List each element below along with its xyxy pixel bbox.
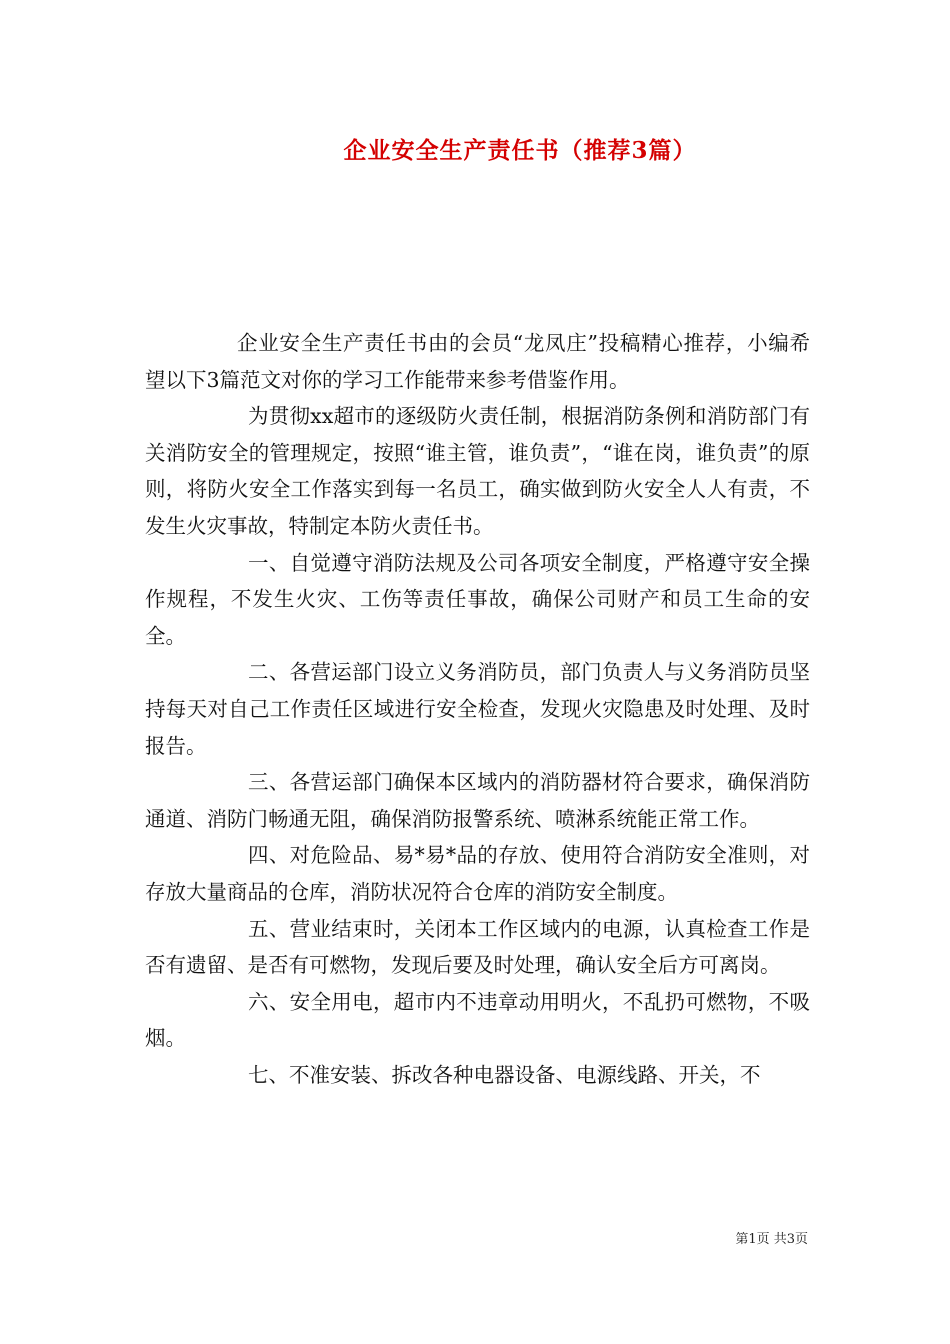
document-body — [145, 325, 810, 1093]
preamble-paragraph: 为贯彻xx超市的逐级防火责任制，根据消防条例和消防部门有关消防安全的管理规定，按照“谁主管，谁负责”，“谁在岗，谁负责”的原则，将防火安全工作落实到每一名员工，确实做到防火安全人人有责，不发生火灾事故，特制定本防火责任书。 — [145, 404, 810, 538]
clause-5-paragraph: 五、营业结束时，关闭本工作区域内的电源，认真检查工作是否有遗留、是否有可燃物，发现后要及时处理，确认安全后方可离岗。 — [145, 916, 810, 978]
clause-7-paragraph: 七、不准安装、拆改各种电器设备、电源线路、开关，不 — [248, 1062, 761, 1087]
clause-2-paragraph: 二、各营运部门设立义务消防员，部门负责人与义务消防员坚持每天对自己工作责任区域进行安全检查，发现火灾隐患及时处理、及时报告。 — [145, 660, 810, 758]
page-number-footer: 第1页 共3页 — [735, 1232, 808, 1247]
clause-1-paragraph: 一、自觉遵守消防法规及公司各项安全制度，严格遵守安全操作规程，不发生火灾、工伤等责任事故，确保公司财产和员工生命的安全。 — [145, 550, 810, 648]
clause-6-paragraph: 六、安全用电，超市内不违章动用明火，不乱扔可燃物，不吸烟。 — [145, 989, 810, 1051]
clause-4-paragraph: 四、对危险品、易*易*品的存放、使用符合消防安全准则，对存放大量商品的仓库，消防状况符合仓库的消防安全制度。 — [145, 843, 810, 904]
document-title: 企业安全生产责任书（推荐3篇） — [343, 137, 697, 164]
intro-paragraph: 企业安全生产责任书由的会员“龙凤庄”投稿精心推荐，小编希望以下3篇范文对你的学习工作能带来参考借鉴作用。 — [145, 331, 810, 392]
clause-3-paragraph: 三、各营运部门确保本区域内的消防器材符合要求，确保消防通道、消防门畅通无阻，确保消防报警系统、喷淋系统能正常工作。 — [145, 770, 810, 831]
